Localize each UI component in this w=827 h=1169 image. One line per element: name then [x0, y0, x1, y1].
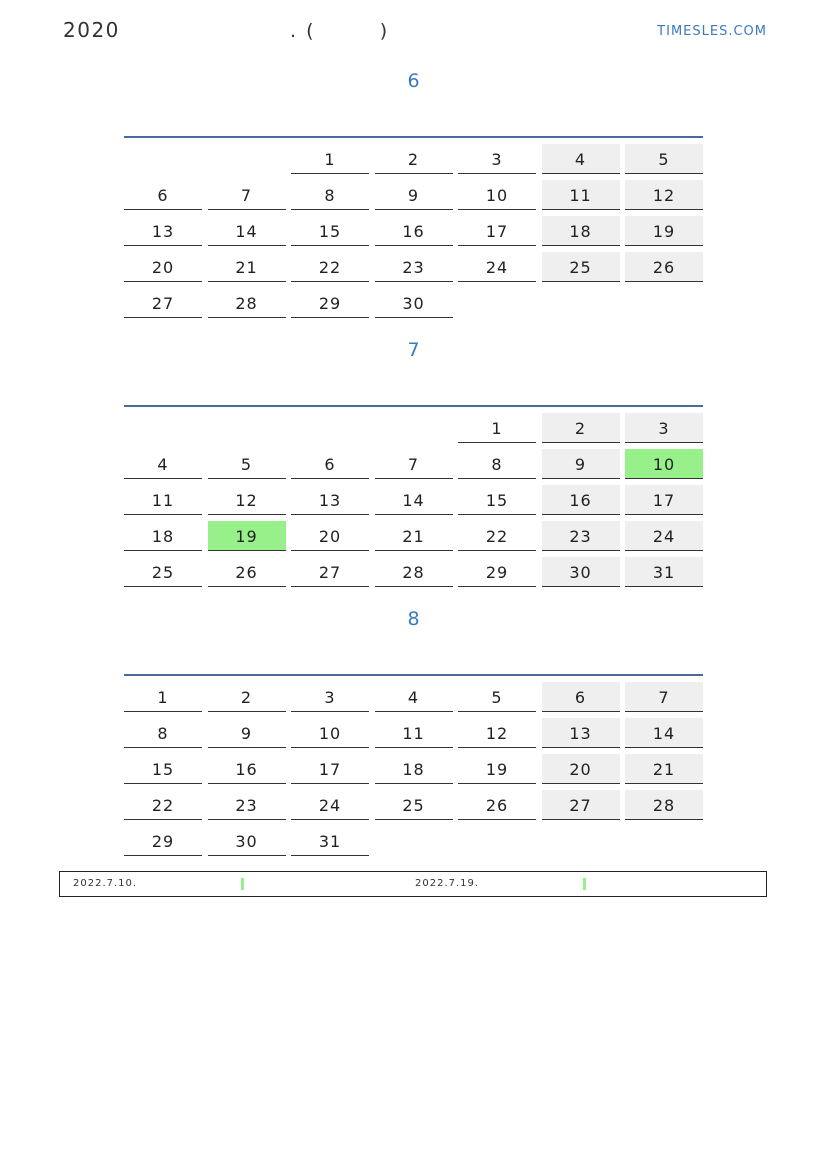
day-cell[interactable]: 10: [625, 449, 703, 479]
day-cell[interactable]: 16: [542, 485, 620, 515]
day-cell[interactable]: 27: [291, 557, 369, 587]
week-row: [124, 252, 703, 288]
day-cell[interactable]: 15: [124, 754, 202, 784]
day-cell[interactable]: 25: [124, 557, 202, 587]
day-cell[interactable]: 9: [208, 718, 286, 748]
day-cell[interactable]: 22: [291, 252, 369, 282]
day-cell[interactable]: 4: [375, 682, 453, 712]
week-row: [124, 180, 703, 216]
day-cell[interactable]: 20: [542, 754, 620, 784]
day-cell[interactable]: 23: [542, 521, 620, 551]
site-link[interactable]: TIMESLES.COM: [657, 24, 767, 39]
week-row: [124, 413, 703, 449]
day-cell[interactable]: 12: [625, 180, 703, 210]
day-cell[interactable]: 1: [291, 144, 369, 174]
day-cell[interactable]: 29: [291, 288, 369, 318]
month-grid: [124, 413, 703, 593]
empty-cell: [208, 144, 286, 174]
day-cell[interactable]: 4: [124, 449, 202, 479]
holiday-legend: [59, 871, 767, 897]
day-cell[interactable]: 19: [208, 521, 286, 551]
day-cell[interactable]: 3: [291, 682, 369, 712]
empty-cell: [124, 413, 202, 443]
week-row: [124, 144, 703, 180]
day-cell[interactable]: 13: [124, 216, 202, 246]
day-cell[interactable]: 21: [375, 521, 453, 551]
day-cell[interactable]: 17: [458, 216, 536, 246]
week-row: [124, 682, 703, 718]
day-cell[interactable]: 12: [208, 485, 286, 515]
day-cell[interactable]: 27: [124, 288, 202, 318]
day-cell[interactable]: 12: [458, 718, 536, 748]
day-cell[interactable]: 18: [124, 521, 202, 551]
day-cell[interactable]: 6: [542, 682, 620, 712]
week-row: [124, 557, 703, 593]
day-cell[interactable]: 2: [208, 682, 286, 712]
day-cell[interactable]: 8: [124, 718, 202, 748]
day-cell[interactable]: 14: [208, 216, 286, 246]
day-cell[interactable]: 6: [124, 180, 202, 210]
day-cell[interactable]: 10: [458, 180, 536, 210]
day-cell[interactable]: 8: [291, 180, 369, 210]
day-cell[interactable]: 18: [375, 754, 453, 784]
day-cell[interactable]: 13: [542, 718, 620, 748]
day-cell[interactable]: 18: [542, 216, 620, 246]
week-row: [124, 521, 703, 557]
day-cell[interactable]: 14: [625, 718, 703, 748]
empty-cell: [375, 413, 453, 443]
day-cell[interactable]: 7: [625, 682, 703, 712]
day-cell[interactable]: 28: [625, 790, 703, 820]
day-cell[interactable]: 15: [291, 216, 369, 246]
day-cell[interactable]: 17: [625, 485, 703, 515]
day-cell[interactable]: 21: [208, 252, 286, 282]
day-cell[interactable]: 9: [375, 180, 453, 210]
empty-cell: [124, 144, 202, 174]
month-title: 8: [407, 608, 420, 630]
page-title: 2020: [63, 18, 120, 42]
day-cell[interactable]: 5: [458, 682, 536, 712]
day-cell[interactable]: 19: [458, 754, 536, 784]
month-grid: [124, 144, 703, 324]
week-row: [124, 754, 703, 790]
week-row: [124, 826, 703, 862]
day-cell[interactable]: 4: [542, 144, 620, 174]
day-cell[interactable]: 5: [625, 144, 703, 174]
day-cell[interactable]: 25: [375, 790, 453, 820]
day-cell[interactable]: 24: [625, 521, 703, 551]
day-cell[interactable]: 16: [375, 216, 453, 246]
day-cell[interactable]: 26: [458, 790, 536, 820]
day-cell[interactable]: 21: [625, 754, 703, 784]
day-cell[interactable]: 14: [375, 485, 453, 515]
day-cell[interactable]: 28: [375, 557, 453, 587]
empty-cell: [208, 413, 286, 443]
week-row: [124, 449, 703, 485]
page-subtitle: . ( ): [290, 20, 390, 42]
day-cell[interactable]: 13: [291, 485, 369, 515]
day-cell[interactable]: 7: [375, 449, 453, 479]
empty-cell: [625, 288, 703, 318]
day-cell[interactable]: 30: [375, 288, 453, 318]
empty-cell: [625, 826, 703, 856]
day-cell[interactable]: 30: [208, 826, 286, 856]
empty-cell: [542, 826, 620, 856]
day-cell[interactable]: 29: [124, 826, 202, 856]
day-cell[interactable]: 30: [542, 557, 620, 587]
day-cell[interactable]: 20: [291, 521, 369, 551]
empty-cell: [291, 413, 369, 443]
month-title: 7: [407, 339, 420, 361]
empty-cell: [542, 288, 620, 318]
month-rule: [124, 136, 703, 138]
month-rule: [124, 674, 703, 676]
empty-cell: [375, 826, 453, 856]
day-cell[interactable]: 31: [291, 826, 369, 856]
day-cell[interactable]: 27: [542, 790, 620, 820]
month-title: 6: [407, 70, 420, 92]
day-cell[interactable]: 20: [124, 252, 202, 282]
day-cell[interactable]: 28: [208, 288, 286, 318]
day-cell[interactable]: 3: [458, 144, 536, 174]
day-cell[interactable]: 11: [542, 180, 620, 210]
day-cell[interactable]: 5: [208, 449, 286, 479]
day-cell[interactable]: 2: [375, 144, 453, 174]
day-cell[interactable]: 23: [208, 790, 286, 820]
legend-marker-2: [583, 878, 586, 890]
day-cell[interactable]: 26: [208, 557, 286, 587]
day-cell[interactable]: 1: [124, 682, 202, 712]
day-cell[interactable]: 15: [458, 485, 536, 515]
day-cell[interactable]: 6: [291, 449, 369, 479]
legend-marker-1: [241, 878, 244, 890]
day-cell[interactable]: 9: [542, 449, 620, 479]
day-cell[interactable]: 11: [375, 718, 453, 748]
day-cell[interactable]: 11: [124, 485, 202, 515]
month-rule: [124, 405, 703, 407]
day-cell[interactable]: 26: [625, 252, 703, 282]
day-cell[interactable]: 24: [291, 790, 369, 820]
day-cell[interactable]: 17: [291, 754, 369, 784]
day-cell[interactable]: 25: [542, 252, 620, 282]
day-cell[interactable]: 22: [124, 790, 202, 820]
day-cell[interactable]: 16: [208, 754, 286, 784]
day-cell[interactable]: 10: [291, 718, 369, 748]
day-cell[interactable]: 23: [375, 252, 453, 282]
day-cell[interactable]: 2: [542, 413, 620, 443]
legend-date-2: 2022.7.19.: [415, 878, 480, 889]
month-grid: [124, 682, 703, 862]
week-row: [124, 485, 703, 521]
day-cell[interactable]: 24: [458, 252, 536, 282]
day-cell[interactable]: 1: [458, 413, 536, 443]
empty-cell: [458, 826, 536, 856]
week-row: [124, 718, 703, 754]
day-cell[interactable]: 7: [208, 180, 286, 210]
legend-date-1: 2022.7.10.: [73, 878, 138, 889]
day-cell[interactable]: 22: [458, 521, 536, 551]
week-row: [124, 216, 703, 252]
day-cell[interactable]: 29: [458, 557, 536, 587]
day-cell[interactable]: 3: [625, 413, 703, 443]
empty-cell: [458, 288, 536, 318]
week-row: [124, 790, 703, 826]
week-row: [124, 288, 703, 324]
day-cell[interactable]: 31: [625, 557, 703, 587]
day-cell[interactable]: 8: [458, 449, 536, 479]
day-cell[interactable]: 19: [625, 216, 703, 246]
